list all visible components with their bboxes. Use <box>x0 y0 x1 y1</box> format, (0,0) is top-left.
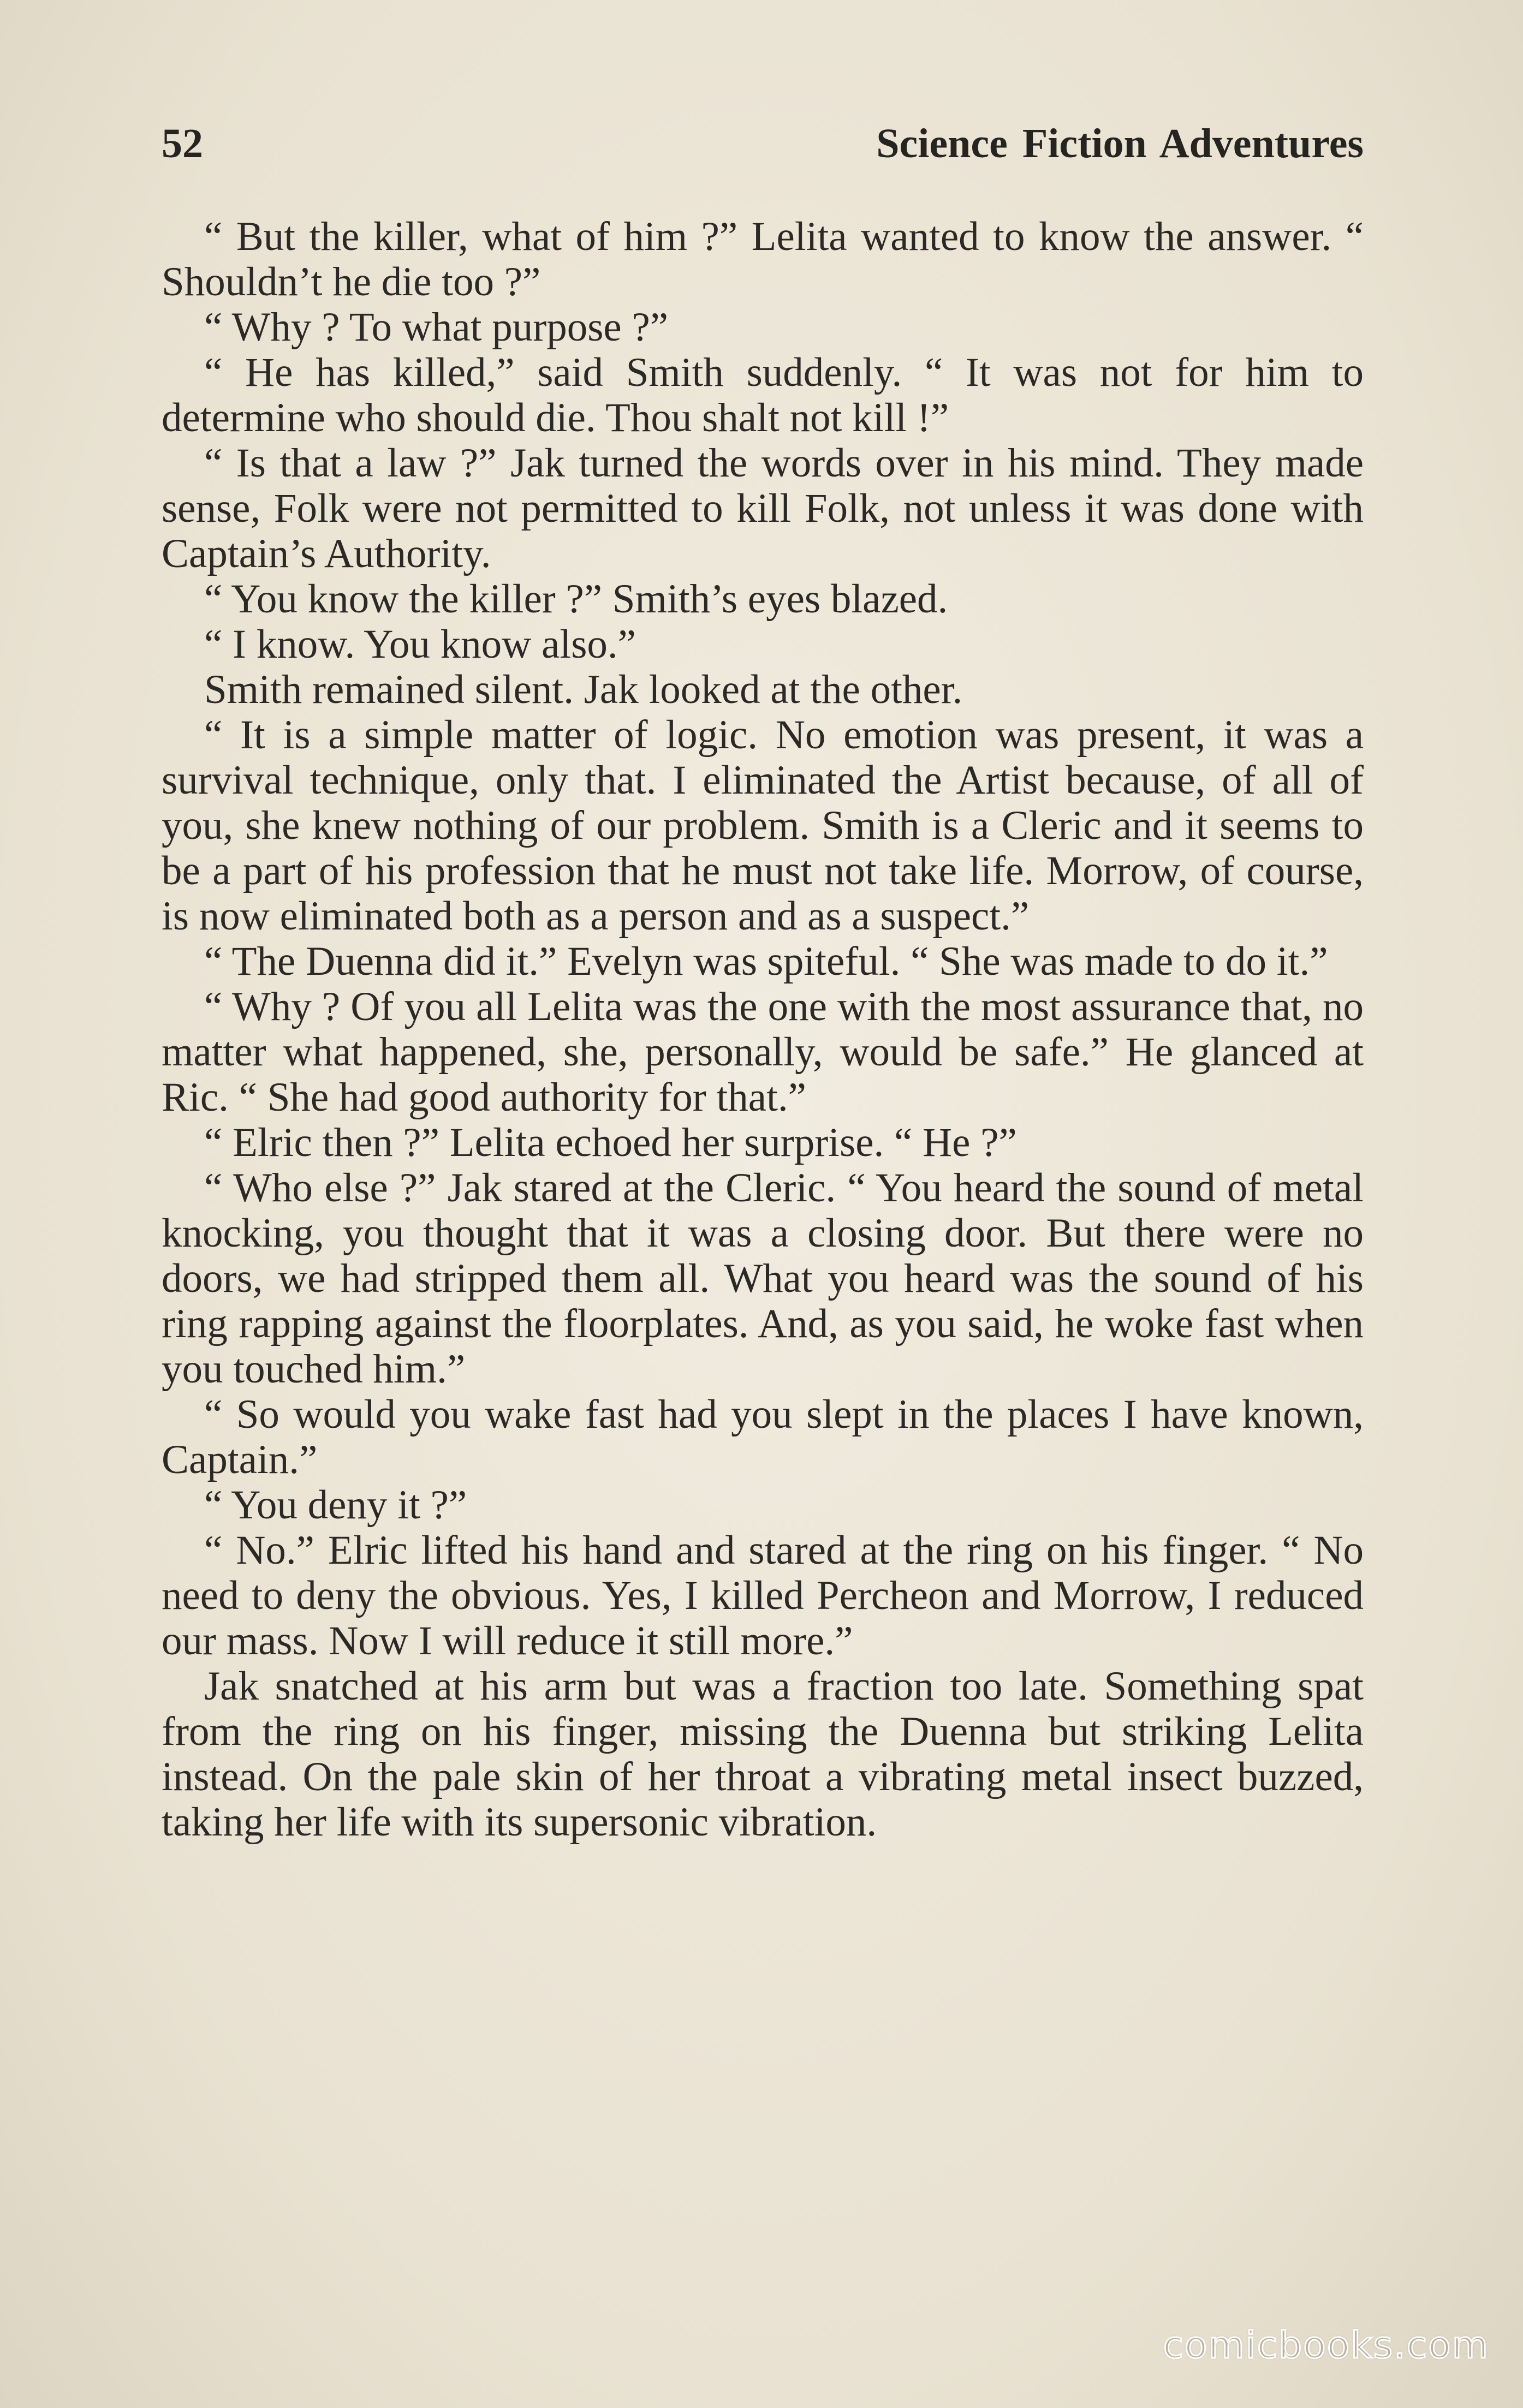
paragraph: “ You deny it ?” <box>204 1482 467 1528</box>
paragraph: “ The Duenna did it.” Evelyn was spiteful. “ She was made to do it.” <box>204 939 1328 984</box>
paragraph: “ I know. You know also.” <box>204 622 636 667</box>
paragraph: “ Why ? To what purpose ?” <box>204 305 669 350</box>
page-header <box>162 115 1364 175</box>
paragraph: “ It is a simple matter of logic. No emotion was present, it was a survival technique, only that. I eliminated the Artist because, of all of you, she knew nothing of our problem. Smith is a Cleric and it seems to be a part of his profession that he must not take life. Morrow, of course, is now eliminated both as a person and as a suspect.” <box>162 712 1364 939</box>
paragraph: “ You know the killer ?” Smith’s eyes blazed. <box>204 576 948 622</box>
paragraph: “ No.” Elric lifted his hand and stared at the ring on his finger. “ No need to deny the obvious. Yes, I killed Percheon and Morrow, I reduced our mass. Now I will reduce it still more.” <box>162 1528 1364 1664</box>
paragraph: “ Why ? Of you all Lelita was the one with the most assurance that, no matter what happened, she, personally, would be safe.” He glanced at Ric. “ She had good authority for that.” <box>162 984 1364 1120</box>
paragraph: “ He has killed,” said Smith suddenly. “ It was not for him to determine who should die. Thou shalt not kill !” <box>162 350 1364 440</box>
paragraph: “ Who else ?” Jak stared at the Cleric. “ You heard the sound of metal knocking, you thought that it was a closing door. But there were no doors, we had stripped them all. What you heard was the sound of his ring rapping against the floorplates. And, as you said, he woke fast when you touched him.” <box>162 1165 1364 1392</box>
paragraph: “ Elric then ?” Lelita echoed her surprise. “ He ?” <box>204 1120 1017 1165</box>
paragraph: “ Is that a law ?” Jak turned the words over in his mind. They made sense, Folk were not permitted to kill Folk, not unless it was done with Captain’s Authority. <box>162 440 1364 576</box>
paragraph: Jak snatched at his arm but was a fraction too late. Something spat from the ring on his finger, missing the Duenna but striking Lelita instead. On the pale skin of her throat a vibrating metal insect buzzed, taking her life with its supersonic vibration. <box>162 1664 1364 1845</box>
watermark: comicbooks.com <box>1163 2324 1489 2367</box>
story-text <box>162 214 1364 1845</box>
page-number: 52 <box>162 121 203 166</box>
paragraph: “ So would you wake fast had you slept in the places I have known, Captain.” <box>162 1392 1364 1482</box>
running-title: Science Fiction Adventures <box>876 121 1364 166</box>
paragraph: Smith remained silent. Jak looked at the other. <box>204 667 963 712</box>
paragraph: “ But the killer, what of him ?” Lelita wanted to know the answer. “ Shouldn’t he die too ?” <box>162 214 1364 305</box>
